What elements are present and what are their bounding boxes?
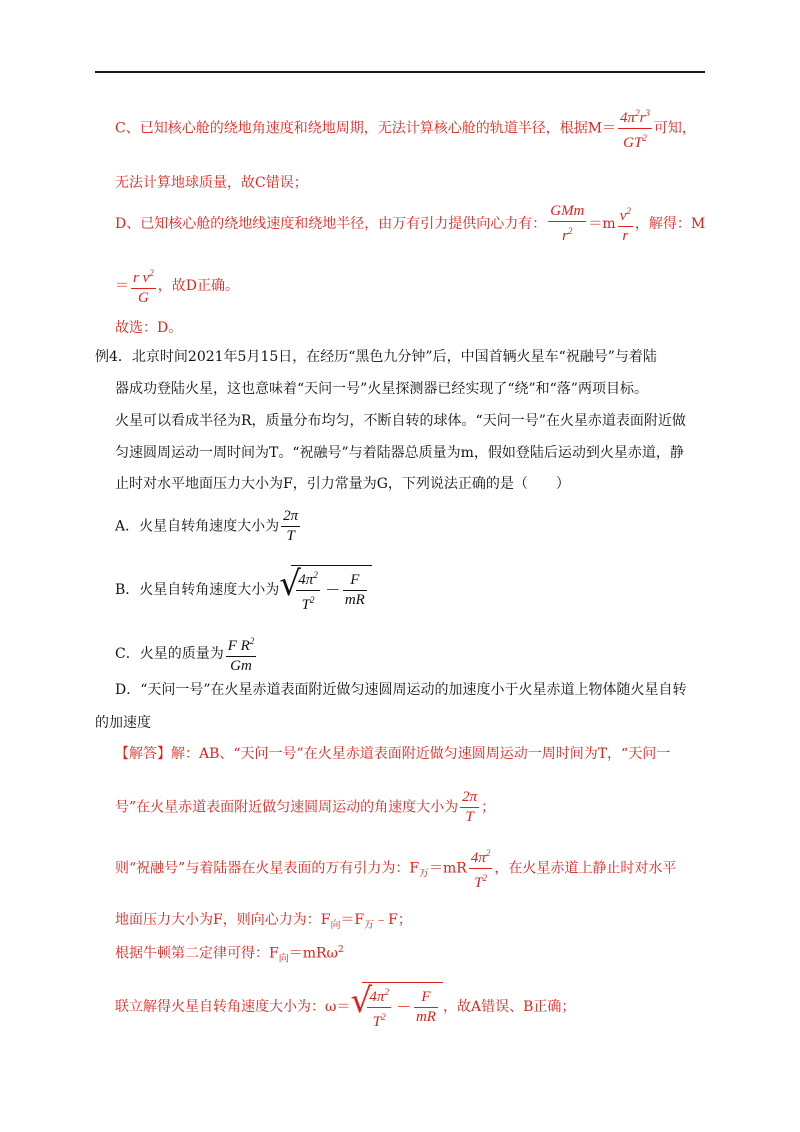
- solution-choice: 故选：D。: [115, 320, 183, 336]
- answer-line-3: 则“祝融号”与着陆器在火星表面的万有引力为：$F_万=mR$ $\frac{4\pi^2}{T^2}$ ，在火星赤道上静止时对水平: [115, 844, 676, 893]
- option-c-formula: $\frac{F R^2}{Gm}$: [226, 632, 257, 676]
- answer-line-5: 根据牛顿第二定律可得：$F_向=mR\omega^2$: [115, 945, 344, 965]
- option-a-formula: $\frac{2\pi}{T}$: [283, 508, 299, 544]
- centripetal-formula: $\frac{v^2}{r}$: [618, 202, 633, 246]
- solution-line-c2: 无法计算地球质量，故C错误；: [115, 175, 308, 191]
- answer-sqrt: √ $\frac{4\pi^2}{T^2}$ － $\frac{F}{mR}$: [350, 982, 443, 1032]
- example-line-4: 匀速圆周运动一周时间为T。“祝融号”与着陆器总质量为m，假如登陆后运动到火星赤道，静: [115, 445, 684, 461]
- angular-velocity-formula: $\frac{2\pi}{T}$: [462, 789, 478, 825]
- mass-formula: $\frac{4\pi^2r^3}{GT^2}$: [618, 104, 652, 153]
- option-a: A．火星自转角速度大小为 $\frac{2\pi}{T}$: [115, 508, 299, 544]
- option-b: B．火星自转角速度大小为 √ $\frac{4\pi^2}{T^2}$ － $\frac{F}{mR}$: [115, 565, 372, 615]
- option-b-sqrt: √ $\frac{4\pi^2}{T^2}$ － $\frac{F}{mR}$: [279, 565, 372, 615]
- solution-line-c: C、已知核心舱的绕地角速度和绕地周期，无法计算核心舱的轨道半径，根据M＝ $\frac{4\pi^2r^3}{GT^2}$ 可知，: [115, 104, 696, 153]
- example-line-5: 止时对水平地面压力大小为F，引力常量为G，下列说法正确的是（ ）: [115, 476, 570, 492]
- option-d-line-1: D．“天问一号”在火星赤道表面附近做匀速圆周运动的加速度小于火星赤道上物体随火星自转: [115, 682, 687, 698]
- option-c: C．火星的质量为 $\frac{F R^2}{Gm}$: [115, 632, 258, 676]
- solution-line-d2: ＝ $\frac{r v^2}{G}$ ，故D正确。: [115, 264, 239, 308]
- answer-line-2: 号”在火星赤道表面附近做匀速圆周运动的角速度大小为 $\frac{2\pi}{T}$ ；: [115, 789, 496, 825]
- answer-line-1: 【解答】解：AB、“天问一号”在火星赤道表面附近做匀速圆周运动一周时间为T，“天问一: [115, 746, 671, 762]
- answer-tag: 【解答】: [115, 746, 171, 762]
- example-line-3: 火星可以看成半径为R，质量分布均匀，不断自转的球体。“天问一号”在火星赤道表面附近做: [115, 413, 686, 429]
- solution-line-d: D、已知核心舱的绕地线速度和绕地半径，由万有引力提供向心力有： $\frac{\text{GMm}}{r^2}$ ＝m $\frac{v^2}{r}$ ，解得：M: [115, 203, 706, 244]
- gravity-formula: $\frac{\text{GMm}}{r^2}$: [550, 203, 585, 244]
- option-d-line-2: 的加速度: [95, 715, 151, 731]
- answer-line-4: 地面压力大小为F，则向心力为：$F_向=F_万﹣F$；: [115, 912, 412, 931]
- example-line-1: 例4．北京时间2021年5月15日，在经历“黑色九分钟”后，中国首辆火星车“祝融号”与着陆: [95, 349, 657, 365]
- mass-result-formula: $\frac{r v^2}{G}$: [131, 264, 156, 308]
- answer-line-6: 联立解得火星自转角速度大小为：ω＝ √ $\frac{4\pi^2}{T^2}$ － $\frac{F}{mR}$ ，故A错误、B正确；: [115, 981, 576, 1030]
- example-line-2: 器成功登陆火星，这也意味着“天问一号”火星探测器已经实现了“绕”和“落”两项目标。: [115, 381, 648, 397]
- gravity-force-formula: $\frac{4\pi^2}{T^2}$: [469, 844, 493, 893]
- header-rule: [95, 71, 705, 73]
